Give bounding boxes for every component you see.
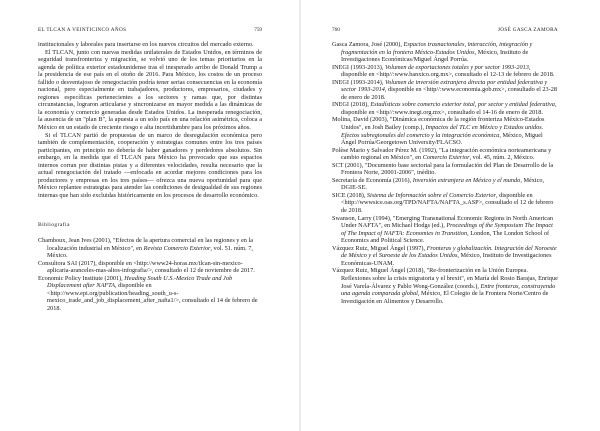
bibliography-heading: Bibliografía	[38, 222, 70, 229]
reference-text: Swanson, Larry (1994), "Emerging Transnational Economic Regions in North American Under NAFTA", en Michael Hodgs (ed.),	[332, 214, 553, 230]
reference-entry	[332, 64, 558, 79]
reference-text: INEGI (1993-2013),	[332, 63, 385, 71]
reference-entry	[332, 267, 558, 305]
reference-text: , disponible en <http://www.epi.org/publication/heading_south_u-s-mexico_trade_and_job_displacement_after_nafta1/>, consultado el 14 de febrero de 2018.	[47, 282, 258, 312]
reference-entry	[332, 101, 558, 116]
reference-text: , London, The London School of Economics and Political Science.	[341, 229, 550, 245]
reference-entry	[332, 41, 558, 64]
reference-text: SICE (2018),	[332, 191, 367, 199]
reference-list	[332, 41, 558, 305]
reference-text: , vol. 45, núm. 2, México.	[469, 154, 535, 162]
reference-text: INEGI (1993-2014),	[332, 78, 385, 86]
reference-text: Chamboux, Jean Ives (2001), "Efectos de la apertura comercial en las regiones y en la localización industrial en México", en	[38, 237, 253, 252]
reference-entry	[332, 147, 558, 162]
reference-list	[38, 237, 262, 312]
paragraph: institucionales y laborales para insertarse en los nuevos circuitos del mercado externo.	[38, 41, 254, 48]
reference-text: Polèse Mario y Salvador Pérez M. (1992), "La integración económica norteamericana y cambio regional en México", en	[332, 146, 552, 162]
reference-text: Vázquez Ruiz, Miguel Ángel (2018), "Re-fronterización en la Unión Europea. Reflexiones sobre la crisis migratoria y el brexit", en María del Rosio Barajas, Enrique José Varela-Álvarez y Pablo Wong-González (coords.),	[332, 267, 558, 290]
reference-title: Volumen de exportaciones totales y por sector 1993-2013	[384, 63, 529, 71]
right-page-body	[332, 41, 558, 305]
reference-entry	[38, 260, 262, 275]
running-head-left: EL TLCAN A VEINTICINCO AÑOS	[38, 27, 127, 33]
reference-entry	[332, 162, 558, 177]
reference-entry	[332, 192, 558, 215]
reference-title: Estadísticas sobre comercio exterior total, por sector y entidad federativa	[370, 101, 555, 109]
reference-text: , México, Miguel Ángel Porrúa/Georgetown University/FLACSO.	[341, 131, 543, 147]
reference-text: Vázquez Ruiz, Miguel Ángel (1997),	[332, 244, 427, 252]
reference-entry	[332, 215, 558, 245]
reference-entry	[332, 177, 558, 192]
right-page-header	[332, 26, 558, 34]
reference-text: SCT (2001), "Documento base sectorial para la formulación del Plan de Desarrollo de la Frontera Norte, 20001-2006", inédito.	[332, 161, 554, 177]
reference-entry	[332, 116, 558, 146]
page-number-left: 759	[254, 27, 262, 33]
reference-title: Comercio Exterior	[422, 154, 470, 162]
reference-text: Secretaría de Economía (2016),	[332, 176, 413, 184]
paragraph: El TLCAN, junto con nuevas medidas unilaterales de Estados Unidos, en términos de seguridad transfronteriza y migración, se volvió uno de los temas prioritarios en la agenda de política exterior estadounidense tras el inesperado arribo de Donald Trump a la presidencia de ese país en el otoño de 2016. Para México, los costos de un proceso fallido o desventajoso de renegociación podría tener serias consecuencias en la economía nacional, pero especialmente en trabajadores, productores, empresarios, ciudades y regiones específicas pertenecientes a los sectores y ramas que, por distintas circunstancias, lograron articularse y sincronizarse en mayor medida a las dinámicas de la economía y comercio generadas desde Estados Unidos. La inesperada renegociación, la ausencia de un "plan B", la apuesta a un solo país en una relación asimétrica, coloca a México en un estado de creciente riesgo e alta incertidumbre para los próximos años.	[38, 48, 262, 132]
reference-text: , disponible en <http//:www.economia.gob.mx>, consultado el 23-28 de enero de 2018.	[341, 86, 557, 101]
reference-title: Proceedings of the Symposium The Impact of The Impact of NAFTA: Economies in Transition	[341, 222, 553, 237]
reference-text: , disponible en <http://wwwsice.oas.org/TPD/NAFTA/NAFTA_s.ASP>, consultado el 12 de febrero de 2018.	[341, 191, 554, 215]
reference-title: Fronteras y globalización. Integración del Noroeste de México y el Suroeste de los Estados Unidos	[341, 244, 557, 260]
reference-text: , México, Instituto de Investigaciones Económicas-UNAM.	[341, 252, 552, 267]
reference-title: Revista Comercio Exterior	[143, 244, 211, 252]
reference-text: , México, Instituto de Investigaciones Económicas/Miguel Ángel Porrúa.	[341, 48, 529, 64]
left-page-header	[38, 26, 262, 34]
reference-text: Gasca Zamora, José (2000),	[332, 41, 404, 48]
reference-title: Sistema de Información sobre el Comercio Exterior	[366, 191, 496, 199]
reference-entry	[332, 79, 558, 102]
reference-entry	[38, 275, 262, 313]
reference-text: , disponible en <http//:www.inegi.org.mx>, consultado el 14-16 de enero de 2018.	[341, 101, 557, 116]
reference-text: Molina, David (2003), "Dinámica económica de la región fronteriza México-Estados Unidos", en Josh Bailey (comp.),	[332, 116, 545, 132]
running-head-right: JOSÉ GASCA ZAMORA	[497, 27, 558, 33]
reference-text: Economic Policy Institute (2001),	[38, 274, 125, 282]
paragraph: Si el TLCAN partió de propuestas de un marco de desregulación económica pero también de complementación, cooperación y estrategias comunes entre los tres países participantes, en principio no debería de haber ganadores y perdedores absolutos. Sin embargo, en la medida que el TLCAN para México ha provocado que sus espacios internos corran por distintas pistas y a diferentes velocidades, resulta necesario que la actual renegociación del tratado —enfocada en acordar mejores condiciones para los productores y empresas en los tres países— ofrezca una nueva oportunidad para que México replantee estrategias para atender las condiciones de desigualdad de sus regiones internas que han sido excluidas históricamente en los procesos de desarrollo económico.	[38, 131, 262, 199]
reference-text: INEGI (2018),	[332, 101, 371, 109]
reference-entry	[332, 245, 558, 268]
reference-title: Impactos del TLC en México y Estados unidos. Efectos subregionales del comercio y la integración económica	[341, 124, 544, 139]
reference-entry	[38, 237, 262, 260]
reference-title: Espacios trasnacionales, interacción, integración y fragmentación en la frontera México-Estados Unidos	[341, 41, 533, 56]
reference-text: Consultora SAI (2017), disponible en <http://www24-horas.mx/tlcan-sin-mexico-aplicaria-aranceles-mas-altos-infografia/>, consultado el 12 de noviembre de 2017.	[38, 259, 255, 275]
right-page	[300, 0, 600, 431]
reference-text: , México, El Colegio de la Frontera Norte/Centro de Investigación en Alimentos y Desarrollo.	[341, 290, 549, 305]
reference-title: Inversión extranjera en México y el mundo	[412, 176, 521, 184]
reference-text: , disponible en <http//:www.banxico.org.mx>, consultado el 12-13 de febrero de 2018.	[341, 63, 555, 79]
reference-title: Volumen de inversión extranjera directa por entidad federativa y sector 1993-2014	[341, 78, 548, 94]
page-number-right: 760	[332, 27, 340, 33]
reference-text: , México, DGIE-SE.	[341, 176, 545, 192]
reference-text: , vol. 51. núm. 7, México.	[47, 244, 253, 260]
left-page-body	[38, 41, 262, 313]
reference-title: Heading South U.S.-Mexico Trade and Job Displacement after NAFTA	[47, 274, 233, 290]
reference-title: Entre fronteras, construyendo una agenda comparada global	[341, 282, 556, 298]
